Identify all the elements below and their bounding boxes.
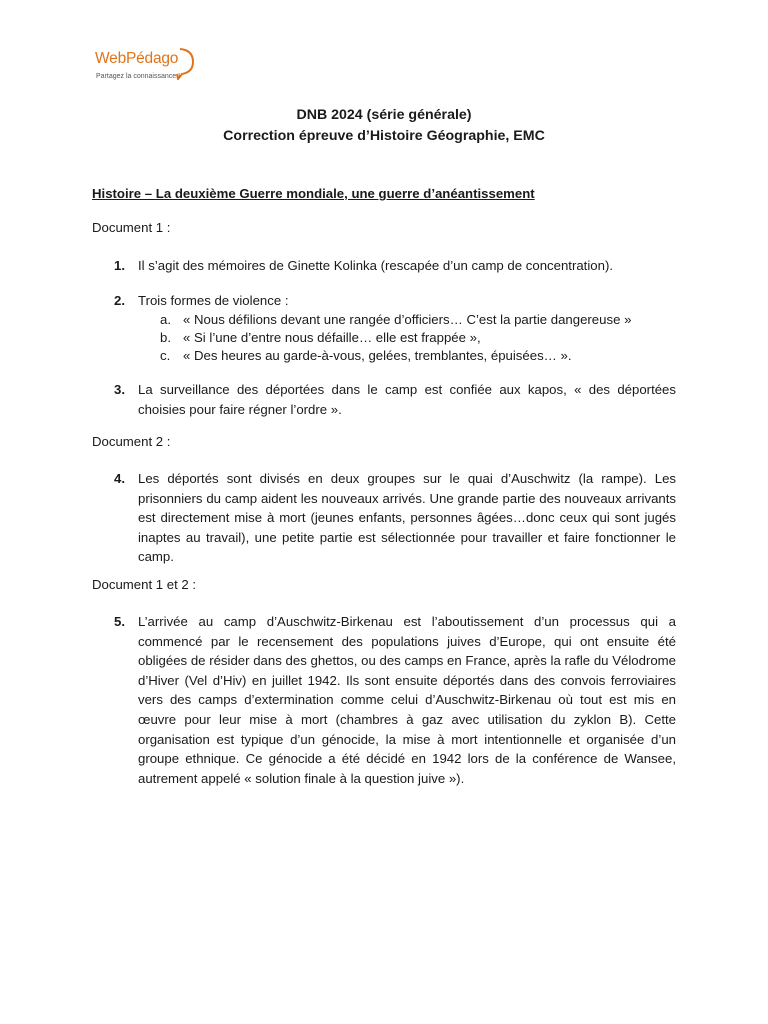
answer-text-4: Les déportés sont divisés en deux groupes sur le quai d’Auschwitz (la rampe). Les prisonniers du camp aident les nouveaux arrivés. Une grande partie des nouveaux arrivants est directement mise à mort (jeunes enfants, personnes âgées…donc ceux qui sont jugés inaptes au travail), une petite partie est sélectionnée pour travailler et faire fonctionner le camp. (138, 471, 676, 565)
answer-number-1: 1. (114, 258, 125, 273)
page-title: DNB 2024 (série générale) (296, 107, 472, 123)
answer-number-4: 4. (114, 471, 125, 486)
sub-item-a: « Nous défilions devant une rangée d’officiers… C’est la partie dangereuse » (183, 312, 632, 327)
sub-label-a: a. (160, 312, 171, 327)
doc-label-2: Document 2 : (92, 434, 171, 449)
answer-text-5: L’arrivée au camp d’Auschwitz-Birkenau est l’aboutissement d’un processus qui a commencé par le recensement des populations juives d’Europe, qui ont ensuite été obligées de résider dans des ghettos, ou des camps en France, après la rafle du Vélodrome d’Hiver (Vel d’Hiv) en juillet 1942. Ils sont ensuite déportés dans des convois ferroviaires vers des camps d’extermination comme celui d’Auschwitz-Birkenau où tout est mis en œuvre pour leur mise à mort (chambres à gaz avec utilisation du zyklon B). Cette organisation est typique d’un génocide, la mise à mort intentionnelle et organisée d’un groupe ethnique. Ce génocide a été décidé en 1942 lors de la conférence de Wansee, autrement appelé « solution finale à la question juive »). (138, 614, 676, 786)
sub-item-b: « Si l’une d’entre nous défaille… elle est frappée », (183, 330, 481, 345)
answer-number-3: 3. (114, 382, 125, 397)
answer-text-1: Il s’agit des mémoires de Ginette Kolinka (rescapée d’un camp de concentration). (138, 258, 613, 273)
page-subtitle: Correction épreuve d’Histoire Géographie, EMC (223, 128, 545, 144)
sub-item-c: « Des heures au garde-à-vous, gelées, tremblantes, épuisées… ». (183, 348, 572, 363)
logo-name: WebPédago (95, 50, 179, 67)
section-heading: Histoire – La deuxième Guerre mondiale, une guerre d’anéantissement (92, 186, 535, 201)
sub-label-b: b. (160, 330, 171, 345)
answer-number-2: 2. (114, 293, 125, 308)
logo-tagline: Partagez la connaissance ! (96, 73, 181, 80)
doc-label-1: Document 1 : (92, 220, 171, 235)
logo (92, 46, 202, 86)
doc-label-1-2: Document 1 et 2 : (92, 577, 197, 592)
answer-text-3: La surveillance des déportées dans le camp est confiée aux kapos, « des déportées choisies pour faire régner l’ordre ». (138, 382, 676, 417)
answer-text-2: Trois formes de violence : (138, 293, 289, 308)
answer-number-5: 5. (114, 614, 125, 629)
sub-label-c: c. (160, 348, 171, 363)
